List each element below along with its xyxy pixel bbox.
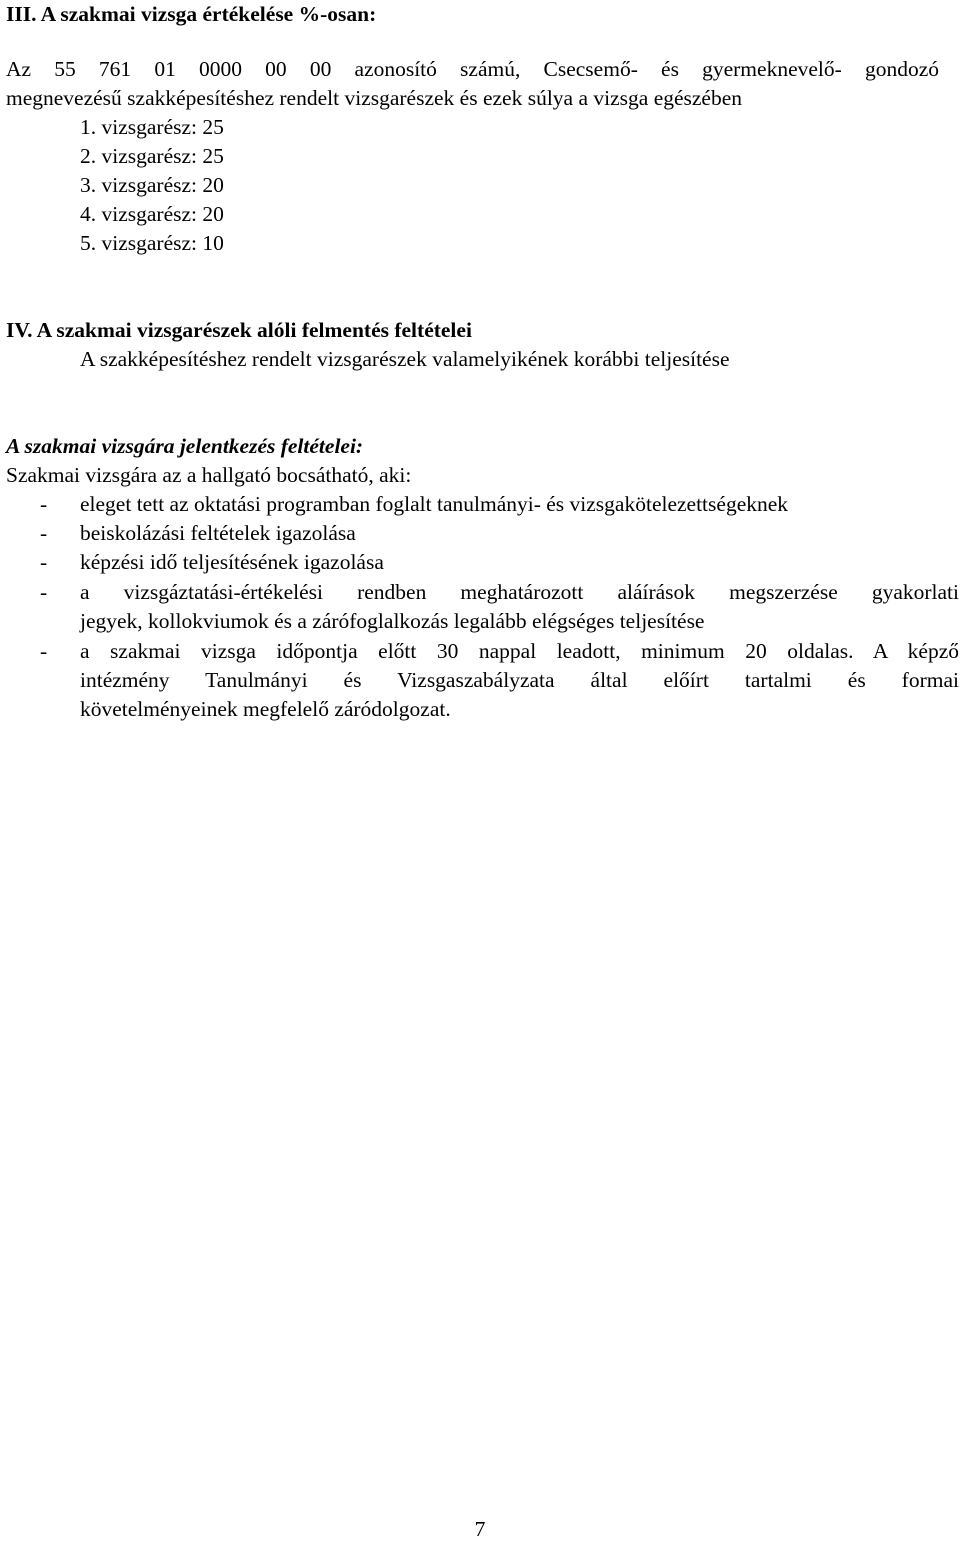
admission-item-5-line-1: a szakmai vizsga időpontja előtt 30 nappal leadott, minimum 20 oldalas. A képző — [80, 639, 959, 663]
list-bullet: - — [40, 521, 48, 545]
vizsgaresz-2: 2. vizsgarész: 25 — [80, 144, 224, 168]
vizsgaresz-1: 1. vizsgarész: 25 — [80, 115, 224, 139]
vizsgaresz-3: 3. vizsgarész: 20 — [80, 173, 224, 197]
admission-item-3: képzési idő teljesítésének igazolása — [80, 550, 384, 574]
admission-item-5-line-2: intézmény Tanulmányi és Vizsgaszabályzata által előírt tartalmi és formai — [80, 668, 959, 692]
list-bullet: - — [40, 492, 48, 516]
admission-item-1: eleget tett az oktatási programban foglalt tanulmányi- és vizsgakötelezettségeknek — [80, 492, 789, 516]
admission-intro: Szakmai vizsgára az a hallgató bocsátható, aki: — [6, 463, 412, 487]
admission-heading: A szakmai vizsgára jelentkezés feltételei: — [6, 434, 364, 458]
admission-item-5-line-3: követelményeinek megfelelő záródolgozat. — [80, 697, 451, 721]
admission-item-4-line-1: a vizsgáztatási-értékelési rendben meghatározott aláírások megszerzése gyakorlati — [80, 580, 959, 604]
page-number: 7 — [474, 1517, 486, 1541]
list-bullet: - — [40, 580, 48, 604]
admission-item-4-line-2: jegyek, kollokviumok és a zárófoglalkozás legalább elégséges teljesítése — [80, 609, 705, 633]
section-3-intro-line-2: megnevezésű szakképesítéshez rendelt vizsgarészek és ezek súlya a vizsga egészében — [6, 86, 743, 110]
section-3-heading: III. A szakmai vizsga értékelése %-osan: — [6, 2, 377, 26]
vizsgaresz-4: 4. vizsgarész: 20 — [80, 202, 224, 226]
list-bullet: - — [40, 639, 48, 663]
list-bullet: - — [40, 550, 48, 574]
section-4-heading: IV. A szakmai vizsgarészek alóli felmentés feltételei — [6, 318, 472, 342]
section-4-text: A szakképesítéshez rendelt vizsgarészek valamelyikének korábbi teljesítése — [80, 347, 730, 371]
admission-item-2: beiskolázási feltételek igazolása — [80, 521, 356, 545]
section-3-intro-line-1: Az 55 761 01 0000 00 00 azonosító számú, Csecsemő- és gyermeknevelő- gondozó — [6, 57, 939, 81]
vizsgaresz-5: 5. vizsgarész: 10 — [80, 231, 224, 255]
